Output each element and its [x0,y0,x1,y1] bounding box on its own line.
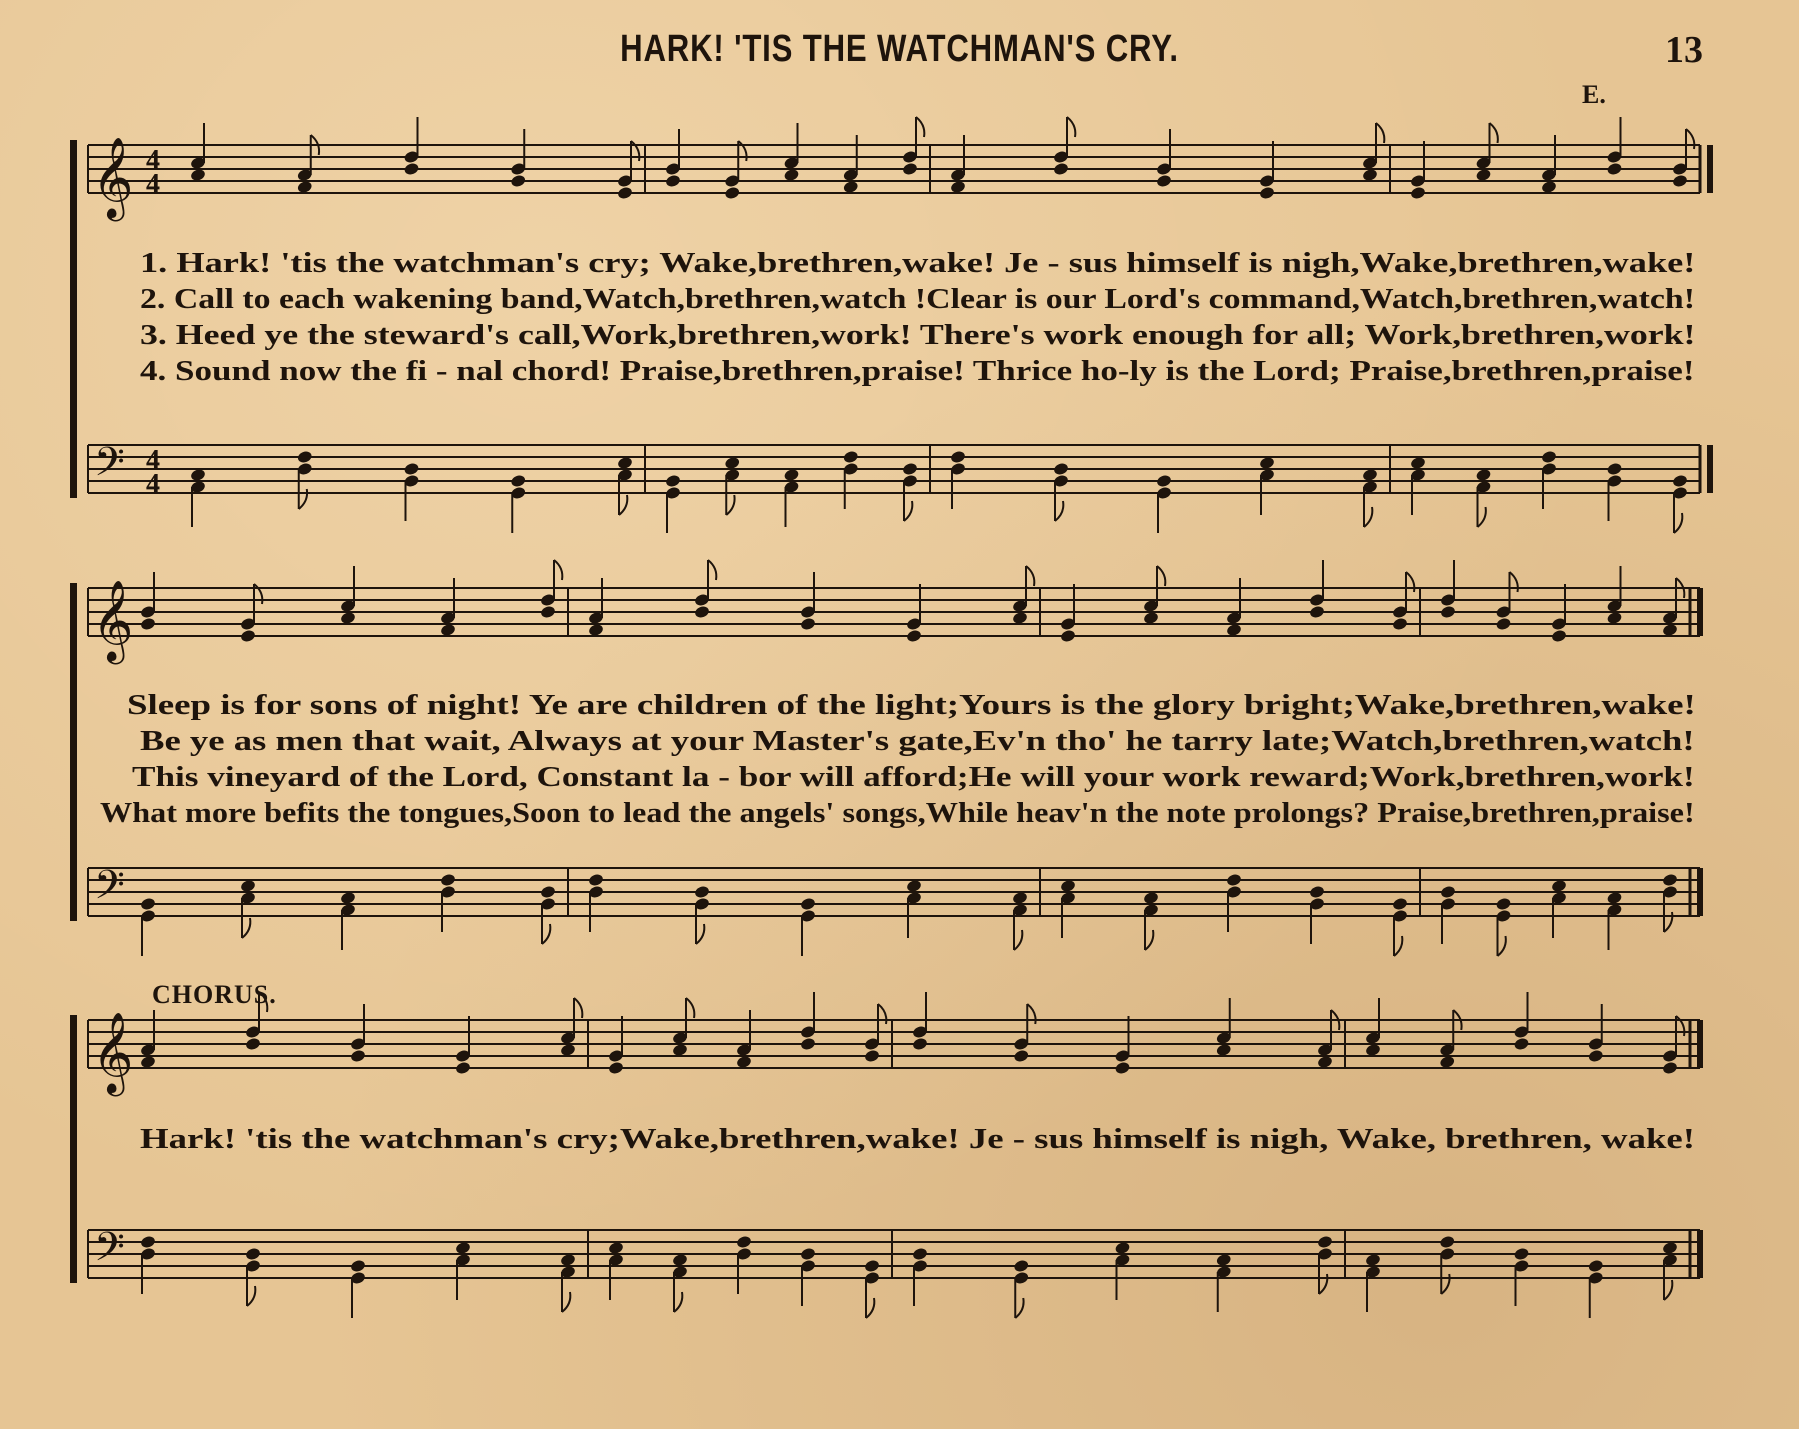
bass-note [1495,897,1512,912]
bass-note [1439,1235,1456,1250]
bass-note [1541,450,1558,465]
note-flag [1394,936,1402,956]
bass-staff-2 [88,868,1700,916]
treble-note [1672,174,1689,189]
treble-note [1513,1037,1530,1052]
bass-note [1013,1259,1030,1274]
treble-note [617,186,634,201]
bass-time-signature-top: 4 [146,445,160,476]
bass-note [736,1235,753,1250]
treble-note [912,1037,929,1052]
bass-note [665,474,682,489]
bass-note [296,450,313,465]
treble-note [1060,629,1077,644]
bass-note [912,1247,929,1262]
note-flag [1145,930,1153,950]
treble-note [510,174,527,189]
treble-note [1156,174,1173,189]
bass-note [1226,873,1243,888]
treble-note [864,1049,881,1064]
treble-note [1013,1049,1030,1064]
note-flag [1664,1280,1672,1300]
bass-note [800,897,817,912]
treble-note [800,1037,817,1052]
bass-note [1392,897,1409,912]
treble-note [455,1061,472,1076]
note-flag [1055,501,1063,521]
bass-note [864,1259,881,1274]
bass-note [1513,1247,1530,1262]
note-flag [1364,507,1372,527]
note-flag [554,560,562,580]
note-flag [1674,513,1682,533]
note-flag [1015,1298,1023,1318]
treble-note [1662,1061,1679,1076]
bass-note [440,873,457,888]
chorus-label: CHORUS. [152,980,277,1009]
page-number: 13 [1665,29,1703,71]
treble-note [1410,186,1427,201]
treble-note [1606,162,1623,177]
treble-note [665,174,682,189]
treble-note [906,629,923,644]
note-flag [904,501,912,521]
note-flag [1026,566,1034,586]
lyric-line-verse-3: 3. Heed ye the steward's call,Work,brethren,work! There's work enough for all; Work,brethren,work! [140,320,1696,351]
bass-note [350,1259,367,1274]
bass-note [1587,1259,1604,1274]
treble-note [245,1037,262,1052]
bass-staff-3 [88,1230,1700,1278]
treble-note [694,605,711,620]
treble-note [1053,162,1070,177]
treble-time-signature-bottom: 4 [146,169,160,200]
bass-note [950,450,967,465]
bass-time-signature-bottom: 4 [146,469,160,500]
treble-note [608,1061,625,1076]
treble-note [403,162,420,177]
bass-note [1156,474,1173,489]
bass-clef-icon: 𝄢 [94,439,125,495]
treble-note [350,1049,367,1064]
note-flag [542,924,550,944]
bass-note [1606,462,1623,477]
note-flag [916,117,924,137]
treble-note [1440,605,1457,620]
bass-clef-icon: 𝄢 [94,862,125,918]
lyric-line-verse-3-cont: This vineyard of the Lord, Constant la - bor will afford;He will your work reward;Work,brethren,work! [132,762,1695,793]
treble-note [902,162,919,177]
treble-staff-1 [88,145,1700,193]
bass-note [510,474,527,489]
treble-note [1114,1061,1131,1076]
bass-clef-icon: 𝄢 [94,1224,125,1280]
treble-note [1551,629,1568,644]
note-flag [247,1286,255,1306]
note-flag [686,998,694,1018]
bass-note [902,462,919,477]
composer-mark: E. [1582,80,1606,109]
treble-time-signature-top: 4 [146,145,160,176]
note-flag [1498,936,1506,956]
treble-clef-icon: 𝄞 [92,579,134,661]
system-brace [70,140,77,498]
note-flag [1490,123,1498,143]
bass-note [1309,885,1326,900]
note-flag [619,495,627,515]
lyric-line-verse-2: 2. Call to each wakening band,Watch,brethren,watch !Clear is our Lord's command,Watch,brethren,watch! [140,284,1696,315]
note-flag [1157,566,1165,586]
treble-clef-icon: 𝄞 [92,136,134,218]
treble-note [724,186,741,201]
lyric-line-verse-2-cont: Be ye as men that wait, Always at your Master's gate,Ev'n tho' he tarry late;Watch,brethren,watch! [140,726,1695,757]
bass-note [1317,1235,1334,1250]
note-flag [866,1298,874,1318]
treble-note [240,629,257,644]
hymn-title: HARK! 'TIS THE WATCHMAN'S CRY. [620,28,1179,70]
bass-note [1672,474,1689,489]
bass-note [1053,462,1070,477]
bass-note [540,885,557,900]
bass-note [140,1235,157,1250]
treble-note [800,617,817,632]
bass-note [140,897,157,912]
note-flag [1067,117,1075,137]
bass-note [694,885,711,900]
treble-note [540,605,557,620]
lyric-line-verse-4-cont: What more befits the tongues,Soon to lead the angels' songs,While heav'n the note prolongs? Praise,brethren,praise! [100,798,1695,829]
lyric-line-verse-1-cont: Sleep is for sons of night! Ye are children of the light;Yours is the glory bright;Wake,brethren,wake! [127,690,1696,721]
treble-note [1495,617,1512,632]
bass-note [800,1247,817,1262]
note-flag [1014,930,1022,950]
bass-note [842,450,859,465]
bass-note [403,462,420,477]
treble-note [1587,1049,1604,1064]
note-flag [696,924,704,944]
note-flag [1478,507,1486,527]
system-brace [70,583,77,921]
bass-note [245,1247,262,1262]
treble-clef-icon: 𝄞 [92,1011,134,1093]
bass-note [1440,885,1457,900]
treble-note [1259,186,1276,201]
note-flag [674,1292,682,1312]
note-flag [574,998,582,1018]
bass-staff-1 [88,445,1700,493]
treble-note [1392,617,1409,632]
note-flag [1376,123,1384,143]
system-brace [70,1015,77,1283]
chorus-lyric-line: Hark! 'tis the watchman's cry;Wake,brethren,wake! Je - sus himself is nigh, Wake, brethren, wake! [140,1124,1696,1155]
bass-note [1662,873,1679,888]
note-flag [708,560,716,580]
lyric-line-verse-4: 4. Sound now the fi - nal chord! Praise,brethren,praise! Thrice ho-ly is the Lord; Praise,brethren,praise! [140,356,1695,387]
treble-note [140,617,157,632]
note-flag [242,918,250,938]
note-flag [726,495,734,515]
bass-note [588,873,605,888]
note-flag [562,1292,570,1312]
treble-note [1309,605,1326,620]
treble-staff-3 [88,1020,1700,1068]
lyric-line-verse-1: 1. Hark! 'tis the watchman's cry; Wake,brethren,wake! Je - sus himself is nigh,Wake,brethren,wake! [140,248,1696,279]
treble-staff-2 [88,588,1700,636]
